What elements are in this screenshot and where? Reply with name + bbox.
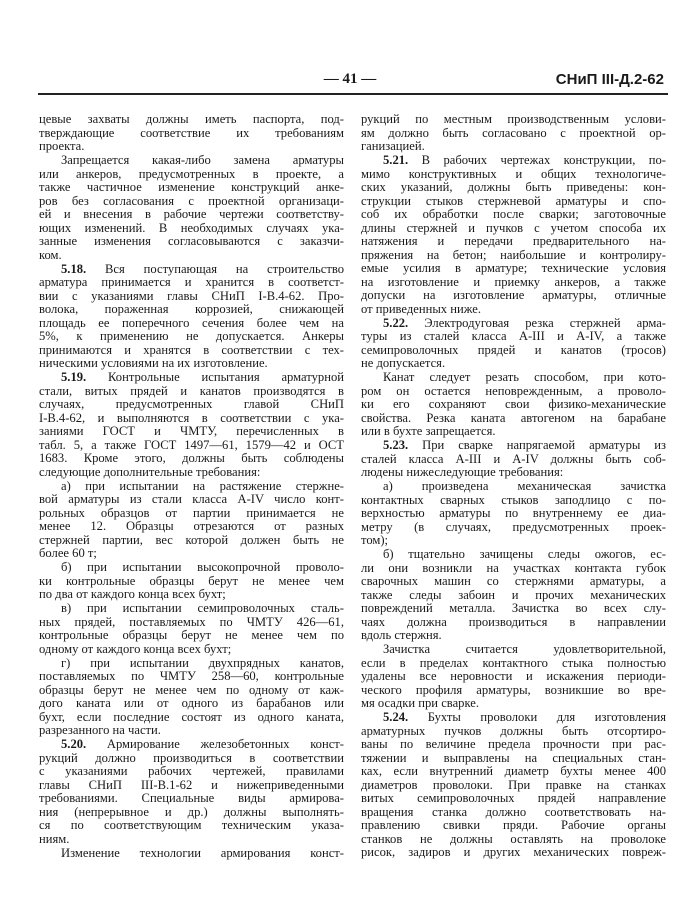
- line-text: семипроволочных прядей и канатов (тросов): [361, 343, 666, 357]
- text-line: [361, 412, 666, 426]
- line-text: рисок, задиров и других механических повреж-: [361, 846, 666, 859]
- line-text: струкции стыков стержневой арматуры и спо-: [361, 194, 666, 208]
- line-text: также следы забоин и прочих механических: [361, 588, 666, 602]
- paragraph: [361, 113, 666, 154]
- text-line: [39, 711, 344, 725]
- line-text: ей и внесения в рабочие чертежи соответству-: [39, 208, 344, 221]
- text-line: [39, 127, 344, 141]
- text-line: [39, 466, 344, 480]
- line-text: ских указаний, должны быть приведены: кон-: [361, 181, 666, 194]
- line-text: емые усилия в арматуре; технические условия: [361, 262, 666, 275]
- text-line: [39, 724, 344, 738]
- text-line: [39, 303, 344, 317]
- line-text: более 60 т;: [39, 547, 97, 560]
- text-line: [39, 317, 344, 331]
- line-text: повреждений металла. Зачистка во всех слу-: [361, 602, 666, 615]
- text-line: [361, 738, 666, 752]
- text-line: [39, 263, 344, 277]
- line-text: длины стержней и пучков с учетом способа их: [361, 221, 666, 235]
- line-text: требованиями. Специальные виды армирова-: [39, 792, 344, 805]
- text-line: [361, 725, 666, 739]
- text-line: [39, 195, 344, 209]
- paragraph: [361, 643, 666, 711]
- text-line: [39, 208, 344, 222]
- text-line: [39, 113, 344, 127]
- text-line: [361, 684, 666, 698]
- line-text: вии с указаниями главы СНиП I-В.4-62. Про-: [39, 289, 344, 303]
- document-code: СНиП III-Д.2-62: [555, 71, 664, 88]
- line-text: ных прядей, поставляемых по ЧМТУ 426—61,: [39, 615, 344, 629]
- text-line: [361, 249, 666, 263]
- text-line: [39, 643, 344, 657]
- line-text: Изменение технологии армирования конст-: [61, 846, 344, 860]
- text-line: [39, 602, 344, 616]
- text-line: [361, 480, 666, 494]
- text-line: [361, 494, 666, 508]
- line-text: рукций должно производиться в соответствии: [39, 751, 344, 765]
- line-text: поставляемых по ЧМТУ 258—60, контрольные: [39, 670, 344, 683]
- line-text: стержней партии, вес которой должен быть не: [39, 533, 344, 547]
- text-line: [39, 738, 344, 752]
- line-text: ганизацией.: [361, 140, 425, 153]
- text-line: [39, 357, 344, 371]
- clause-number: 5.23.: [383, 439, 409, 452]
- text-line: [39, 412, 344, 426]
- clause-number: 5.22.: [383, 316, 409, 330]
- line-text: чаях должна производиться в направлении: [361, 615, 666, 629]
- line-text: Вся поступающая на строительство: [86, 262, 344, 276]
- text-line: [39, 168, 344, 182]
- text-line: [39, 235, 344, 249]
- text-line: [39, 657, 344, 671]
- line-text: ся по соответствующим техническим указа-: [39, 819, 344, 832]
- clause-number: 5.19.: [61, 371, 87, 384]
- line-text: туры из сталей класса А-III и А-IV, а также: [361, 330, 666, 343]
- line-text: витых семипроволочных прядей направление: [361, 792, 666, 805]
- text-line: [39, 439, 344, 453]
- text-line: [39, 344, 344, 358]
- text-line: [361, 140, 666, 154]
- text-line: [39, 792, 344, 806]
- line-text: ли они возникли на участках контакта губок: [361, 561, 666, 575]
- paragraph: [39, 561, 344, 602]
- line-text: б) при испытании высокопрочной проволо-: [61, 561, 344, 574]
- line-text: случаях, предусмотренных главой СНиП: [39, 398, 344, 411]
- text-line: [361, 181, 666, 195]
- line-text: арматура принимается и хранится в соответст-: [39, 276, 344, 289]
- line-text: Бухты проволоки для изготовления: [408, 711, 666, 724]
- paragraph: [39, 371, 344, 479]
- line-text: ния (непрерывное и др.) должны выполнять-: [39, 805, 344, 819]
- text-line: [361, 222, 666, 236]
- paragraph: [361, 154, 666, 316]
- line-text: Контрольные испытания арматурной: [86, 371, 344, 384]
- line-text: мя осадки при сварке.: [361, 697, 479, 710]
- text-line: [361, 629, 666, 643]
- paragraph: [361, 480, 666, 548]
- text-line: [361, 534, 666, 548]
- line-text: сталей класса А-III и А-IV должны быть соб-: [361, 452, 666, 466]
- line-text: менее 12. Образцы отрезаются от разных: [39, 520, 344, 533]
- line-text: заниями ГОСТ и ЧМТУ, перечисленных в: [39, 425, 344, 438]
- text-line: [361, 657, 666, 671]
- line-text: соб их обработки после сварки; заготовочные: [361, 208, 666, 221]
- text-line: [361, 127, 666, 141]
- left-column: [39, 113, 344, 861]
- text-line: [361, 806, 666, 820]
- clause-number: 5.18.: [61, 262, 87, 276]
- line-text: ки контрольные образцы берут не менее чем: [39, 574, 344, 588]
- line-text: ющих изменений. В необходимых случаях ука-: [39, 221, 344, 235]
- line-text: ром он остается неповрежденным, а проволо-: [361, 384, 666, 398]
- text-line: [361, 589, 666, 603]
- line-text: ческого профиля арматуры, возникшие во вре-: [361, 683, 666, 697]
- text-line: [361, 195, 666, 209]
- line-text: или анкеров, предусмотренных в проекте, а: [39, 167, 344, 181]
- paragraph: [39, 154, 344, 262]
- line-text: главы СНиП III-В.1-62 и нижеприведенными: [39, 778, 344, 792]
- text-line: [39, 561, 344, 575]
- text-line: [39, 684, 344, 698]
- line-text: допуски на изготовление арматуры, отличные: [361, 289, 666, 302]
- text-line: [39, 534, 344, 548]
- line-text: ки его сохраняют свои физико-механические: [361, 398, 666, 411]
- right-column: [361, 113, 666, 860]
- line-text: станков не должны оставлять на проволоке: [361, 832, 666, 846]
- line-text: площадь ее поперечного сечения более чем на: [39, 316, 344, 330]
- text-line: [361, 235, 666, 249]
- text-line: [361, 507, 666, 521]
- line-text: волока, пораженная коррозией, снижающей: [39, 303, 344, 316]
- paragraph: [39, 480, 344, 561]
- line-text: Канат следует резать способом, при кото-: [383, 371, 666, 384]
- text-line: [361, 303, 666, 317]
- text-line: [361, 466, 666, 480]
- line-text: одному от каждого конца всех бухт;: [39, 642, 232, 656]
- line-text: правлению свивки пряди. Рабочие органы: [361, 819, 666, 832]
- paragraph: [361, 548, 666, 643]
- line-text: а) при испытании на растяжение стержне-: [61, 479, 344, 493]
- line-text: арматурных пучков должны быть отсортиро-: [361, 724, 666, 738]
- line-text: верхностью арматуры по внутреннему ее диа-: [361, 507, 666, 520]
- text-line: [361, 670, 666, 684]
- line-text: б) тщательно зачищены следы ожогов, ес-: [383, 548, 666, 561]
- text-line: [39, 371, 344, 385]
- text-line: [39, 547, 344, 561]
- text-line: [39, 779, 344, 793]
- line-text: не допускается.: [361, 357, 446, 370]
- text-line: [361, 262, 666, 276]
- line-text: бухт, если последние состоят из одного каната,: [39, 710, 344, 724]
- text-line: [39, 398, 344, 412]
- line-text: ям должно быть согласовано с проектной ор-: [361, 126, 666, 140]
- line-text: или в бухте запрещается.: [361, 425, 496, 438]
- text-line: [361, 616, 666, 630]
- line-text: 5%, к применению не допускается. Анкеры: [39, 330, 344, 343]
- line-text: натяжения и передачи предварительного на-: [361, 235, 666, 248]
- paragraph: [361, 711, 666, 860]
- line-text: в) при испытании семипроволочных сталь-: [61, 602, 344, 615]
- text-line: [361, 344, 666, 358]
- paragraph: [361, 371, 666, 439]
- line-text: занные изменения согласовываются с заказчи-: [39, 235, 344, 248]
- text-line: [39, 629, 344, 643]
- line-text: Армирование железобетонных конст-: [86, 738, 344, 751]
- page-number: — 41 —: [323, 71, 377, 87]
- paragraph: [39, 263, 344, 371]
- line-text: рукций по местным производственным услови-: [361, 113, 666, 126]
- text-line: [39, 588, 344, 602]
- text-line: [39, 819, 344, 833]
- text-line: [39, 480, 344, 494]
- text-line: [39, 154, 344, 168]
- text-line: [39, 575, 344, 589]
- line-text: следующие дополнительные требования:: [39, 465, 261, 479]
- line-text: а) произведена механическая зачистка: [383, 480, 666, 493]
- text-line: [361, 113, 666, 127]
- paragraph: [361, 439, 666, 480]
- text-line: [361, 697, 666, 711]
- text-line: [39, 752, 344, 766]
- text-line: [361, 371, 666, 385]
- line-text: с указаниями рабочих чертежей, правилами: [39, 765, 344, 778]
- line-text: ниям.: [39, 832, 70, 846]
- line-text: на изготовление и приемку анкеров, а также: [361, 275, 666, 289]
- text-line: [39, 425, 344, 439]
- text-line: [39, 452, 344, 466]
- line-text: тяжении и выправлены на специальных стан-: [361, 751, 666, 765]
- text-line: [361, 453, 666, 467]
- text-line: [361, 562, 666, 576]
- text-line: [361, 317, 666, 331]
- line-text: ках, если внутренний диаметр бухты менее 400: [361, 765, 666, 778]
- line-text: 1683. Кроме этого, должны быть соблюдены: [39, 452, 344, 465]
- text-line: [39, 616, 344, 630]
- line-text: метру (в случаях, предусмотренных проек-: [361, 520, 666, 534]
- text-line: [361, 289, 666, 303]
- line-text: дого каната или от одного из барабанов или: [39, 697, 344, 710]
- text-line: [361, 792, 666, 806]
- line-text: ваны по величине предела прочности при рас-: [361, 738, 666, 751]
- text-line: [361, 385, 666, 399]
- line-text: Запрещается какая-либо замена арматуры: [61, 154, 344, 167]
- paragraph: [39, 847, 344, 861]
- line-text: разрезанного на части.: [39, 724, 161, 737]
- line-text: диаметров проволоки. При правке на станках: [361, 778, 666, 792]
- line-text: Электродуговая резка стержней арма-: [408, 316, 666, 330]
- text-line: [361, 398, 666, 412]
- line-text: I-В.4-62, и выполняются в соответствии с ука-: [39, 411, 344, 425]
- text-line: [361, 779, 666, 793]
- text-line: [361, 819, 666, 833]
- line-text: Зачистка считается удовлетворительной,: [383, 643, 666, 656]
- text-line: [361, 575, 666, 589]
- line-text: г) при испытании двухпрядных канатов,: [61, 656, 344, 670]
- text-line: [39, 847, 344, 861]
- line-text: по два от каждого конца всех бухт;: [39, 588, 226, 601]
- line-text: том);: [361, 534, 389, 547]
- line-text: также частичное изменение конструкций анке-: [39, 181, 344, 194]
- text-line: [361, 548, 666, 562]
- line-text: людены нижеследующие требования:: [361, 466, 564, 479]
- text-line: [361, 330, 666, 344]
- text-line: [39, 493, 344, 507]
- line-text: вой арматуры из стали класса А-IV число конт-: [39, 493, 344, 506]
- line-text: В рабочих чертежах конструкции, по-: [408, 154, 666, 167]
- text-line: [361, 602, 666, 616]
- line-text: сварочных машин со стержнями арматуры, а: [361, 575, 666, 588]
- line-text: При сварке напрягаемой арматуры из: [408, 439, 666, 452]
- line-text: вращения станка должно соответствовать на-: [361, 805, 666, 819]
- line-text: ническими условиями на их изготовление.: [39, 357, 268, 370]
- line-text: от приведенных ниже.: [361, 302, 481, 316]
- line-text: цевые захваты должны иметь паспорта, под-: [39, 113, 344, 126]
- line-text: табл. 5, а также ГОСТ 1497—61, 1579—42 и ОСТ: [39, 438, 344, 452]
- line-text: вдоль стержня.: [361, 629, 442, 642]
- text-line: [39, 249, 344, 263]
- text-line: [361, 711, 666, 725]
- text-line: [39, 276, 344, 290]
- text-line: [361, 833, 666, 847]
- text-line: [39, 330, 344, 344]
- line-text: пряжения на бетон; наибольшие и контролиру-: [361, 248, 666, 262]
- text-line: [39, 181, 344, 195]
- text-line: [361, 439, 666, 453]
- text-line: [39, 140, 344, 154]
- text-line: [361, 521, 666, 535]
- line-text: удалены все неровности и искажения периоди-: [361, 670, 666, 683]
- line-text: рольных образцов от партии принимается не: [39, 506, 344, 520]
- text-line: [39, 806, 344, 820]
- line-text: контрольные образцы берут не менее чем по: [39, 629, 344, 642]
- line-text: мимо конструктивных и общих технологиче-: [361, 167, 666, 181]
- text-line: [361, 643, 666, 657]
- line-text: ком.: [39, 248, 62, 262]
- paragraph: [39, 602, 344, 656]
- line-text: если в пределах контактного стыка полностью: [361, 656, 666, 670]
- text-line: [39, 507, 344, 521]
- text-line: [361, 425, 666, 439]
- paragraph: [39, 113, 344, 154]
- text-line: [361, 765, 666, 779]
- text-line: [39, 222, 344, 236]
- line-text: тверждающие соответствие их требованиям: [39, 126, 344, 140]
- text-line: [361, 752, 666, 766]
- text-line: [361, 846, 666, 860]
- clause-number: 5.21.: [383, 154, 409, 167]
- text-line: [39, 697, 344, 711]
- line-text: свойства. Резка каната автогеном на барабане: [361, 411, 666, 425]
- paragraph: [39, 657, 344, 738]
- line-text: принимаются и хранятся в соответствии с тех-: [39, 343, 344, 357]
- text-line: [39, 385, 344, 399]
- text-line: [39, 765, 344, 779]
- line-text: образцы берут не менее чем по одному от каж-: [39, 683, 344, 697]
- text-line: [361, 276, 666, 290]
- clause-number: 5.20.: [61, 738, 87, 751]
- text-line: [39, 290, 344, 304]
- text-line: [39, 520, 344, 534]
- text-line: [361, 154, 666, 168]
- text-line: [39, 833, 344, 847]
- line-text: стали, витых прядей и канатов производятся в: [39, 384, 344, 398]
- text-line: [361, 168, 666, 182]
- paragraph: [361, 317, 666, 371]
- line-text: контактных сварных стыков заподлицо с по-: [361, 493, 666, 507]
- text-line: [361, 208, 666, 222]
- header-rule: [38, 93, 668, 95]
- text-line: [361, 357, 666, 371]
- line-text: ров без согласования с проектной организаци-: [39, 194, 344, 208]
- line-text: проекта.: [39, 140, 85, 153]
- clause-number: 5.24.: [383, 711, 409, 724]
- text-line: [39, 670, 344, 684]
- paragraph: [39, 738, 344, 846]
